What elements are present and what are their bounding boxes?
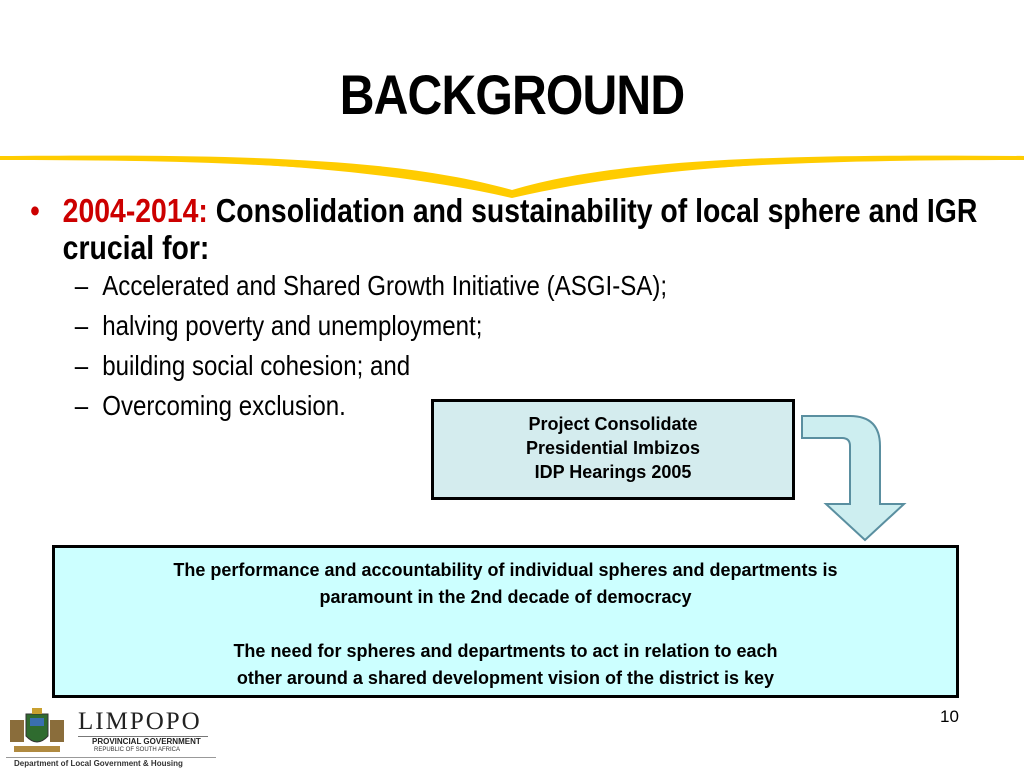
sub-bullet-marker: – bbox=[74, 310, 89, 341]
bullet-marker: • bbox=[30, 192, 40, 229]
bullet-list bbox=[30, 192, 1010, 426]
limpopo-logo bbox=[6, 704, 216, 768]
project-box bbox=[431, 399, 795, 500]
statement-line: The performance and accountability of individual spheres and departments is bbox=[173, 560, 838, 580]
project-box-line: Project Consolidate bbox=[528, 414, 698, 434]
sub-bullet-marker: – bbox=[74, 390, 89, 421]
sub-bullet-marker: – bbox=[74, 270, 89, 301]
logo-country: REPUBLIC OF SOUTH AFRICA bbox=[94, 747, 181, 753]
project-box-line: Presidential Imbizos bbox=[525, 438, 701, 458]
statement-line: paramount in the 2nd decade of democracy bbox=[319, 587, 692, 607]
sub-bullet bbox=[30, 306, 962, 346]
logo-department: Department of Local Government & Housing bbox=[14, 759, 183, 768]
sub-bullet-text: building social cohesion; and bbox=[102, 350, 411, 381]
slide-title: BACKGROUND bbox=[339, 63, 685, 126]
project-box-line: IDP Hearings 2005 bbox=[534, 462, 692, 482]
statement-box bbox=[52, 545, 959, 698]
sub-bullet-marker: – bbox=[74, 350, 89, 381]
statement-line: The need for spheres and departments to act in relation to each bbox=[233, 641, 778, 661]
sub-bullet bbox=[30, 346, 962, 386]
down-arrow-icon bbox=[800, 412, 912, 542]
page-number: 10 bbox=[940, 707, 959, 726]
statement-line: other around a shared development vision of the district is key bbox=[236, 668, 775, 688]
logo-sub-title: PROVINCIAL GOVERNMENT bbox=[92, 737, 201, 746]
coat-of-arms-icon bbox=[6, 706, 68, 756]
bullet-text: Consolidation and sustainability of local sphere and IGR crucial for: bbox=[62, 192, 978, 266]
sub-bullet-text: Overcoming exclusion. bbox=[102, 390, 346, 421]
sub-bullet-text: Accelerated and Shared Growth Initiative (ASGI-SA); bbox=[102, 270, 668, 301]
logo-name: LIMPOPO bbox=[78, 708, 202, 735]
sub-bullet-text: halving poverty and unemployment; bbox=[102, 310, 483, 341]
main-bullet bbox=[30, 192, 1024, 266]
bullet-years: 2004-2014: bbox=[62, 192, 208, 229]
sub-bullet bbox=[30, 266, 962, 306]
